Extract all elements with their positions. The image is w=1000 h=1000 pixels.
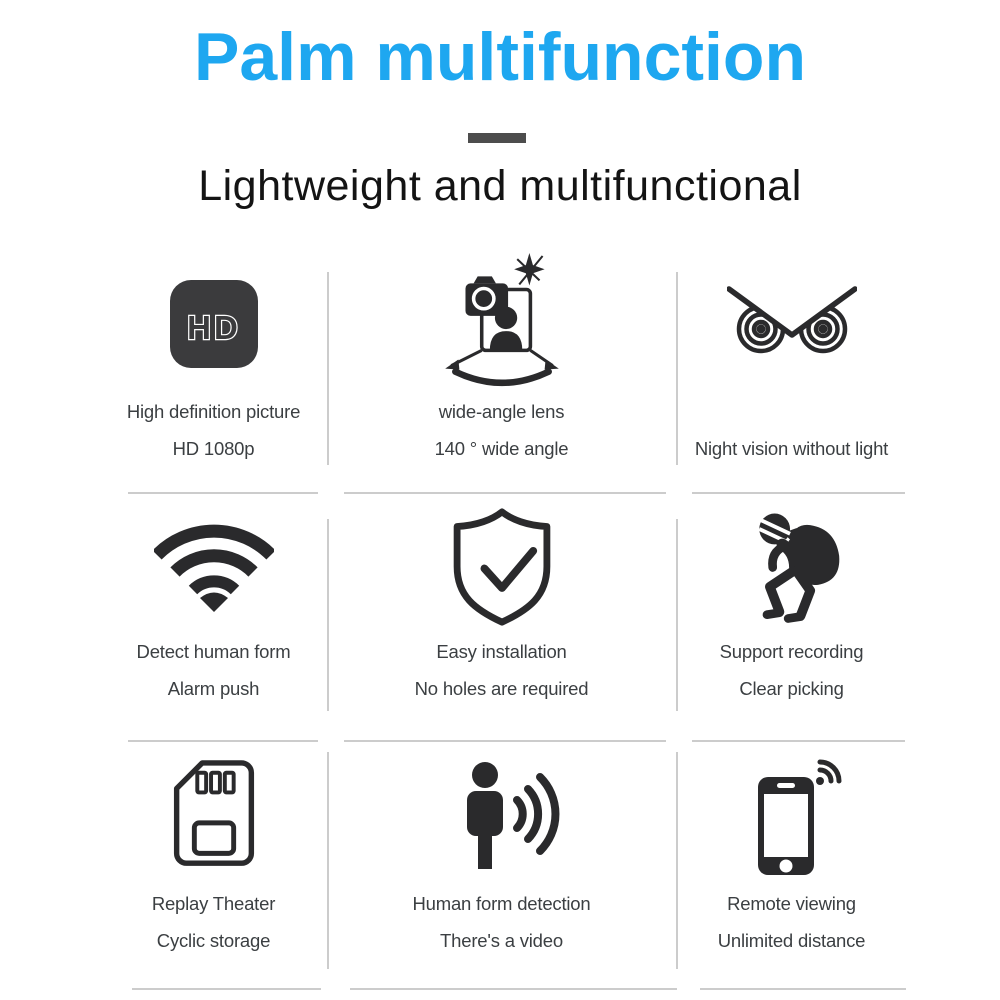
divider-horizontal: [692, 492, 905, 494]
feature-cell-installation: [329, 496, 674, 740]
divider-horizontal: [128, 492, 318, 494]
divider-vertical: [327, 752, 329, 969]
divider-horizontal: [700, 988, 906, 990]
feature-cell-human-detect: [329, 743, 674, 988]
feature-cell-wide-angle: [329, 250, 674, 492]
shield-check-icon: [329, 496, 674, 637]
feature-line-1: Replay Theater: [151, 893, 276, 914]
divider-vertical: [676, 752, 678, 969]
feature-line-1: Human form detection: [412, 893, 591, 914]
feature-line-2: Unlimited distance: [717, 930, 866, 951]
divider-horizontal: [350, 988, 677, 990]
feature-cell-human-alarm: [100, 496, 327, 740]
feature-line-1: Remote viewing: [727, 893, 856, 914]
feature-line-2: Clear picking: [739, 678, 844, 699]
feature-line-2: Alarm push: [167, 678, 260, 699]
feature-line-2: There's a video: [440, 930, 563, 951]
divider-vertical: [327, 272, 329, 465]
feature-line-1: wide-angle lens: [438, 401, 565, 422]
hd-badge-icon: [100, 250, 327, 397]
page-title: Palm multifunction: [194, 19, 806, 95]
feature-line-2: No holes are required: [414, 678, 589, 699]
divider-vertical: [676, 272, 678, 465]
owl-eyes-icon: [678, 250, 905, 397]
divider-horizontal: [344, 740, 666, 742]
page-subtitle: Lightweight and multifunctional: [198, 162, 802, 210]
title-underline-dash: [468, 133, 526, 143]
divider-horizontal: [344, 492, 666, 494]
svg-text:HD: HD: [186, 308, 241, 346]
feature-line-2: Cyclic storage: [156, 930, 271, 951]
feature-cell-recording: [678, 496, 905, 740]
feature-line-1: Easy installation: [436, 641, 567, 662]
feature-line-1: Support recording: [719, 641, 864, 662]
feature-line-2: Night vision without light: [694, 438, 889, 459]
feature-line-1: High definition picture: [126, 401, 301, 422]
divider-horizontal: [128, 740, 318, 742]
wide-angle-camera-icon: [329, 250, 674, 397]
divider-vertical: [676, 519, 678, 711]
divider-vertical: [327, 519, 329, 711]
feature-line-2: 140 ° wide angle: [434, 438, 569, 459]
divider-horizontal: [692, 740, 905, 742]
wifi-icon: [100, 496, 327, 637]
feature-cell-night-vision: [678, 250, 905, 492]
phone-wifi-icon: [678, 743, 905, 889]
feature-cell-storage: [100, 743, 327, 988]
feature-cell-hd: [100, 250, 327, 492]
feature-line-2: HD 1080p: [172, 438, 255, 459]
sd-card-icon: [100, 743, 327, 889]
feature-cell-remote-view: [678, 743, 905, 988]
divider-horizontal: [132, 988, 321, 990]
feature-line-1: Detect human form: [136, 641, 291, 662]
human-motion-icon: [329, 743, 674, 889]
thief-icon: [678, 496, 905, 637]
